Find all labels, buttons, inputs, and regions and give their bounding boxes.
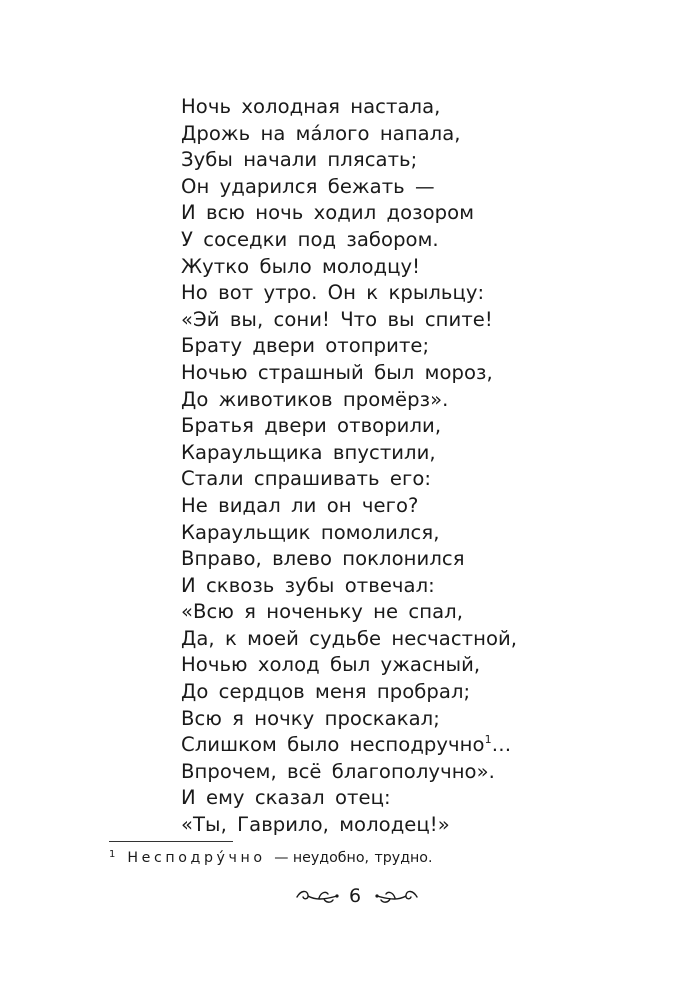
footnote-term: Несподру́чно <box>127 850 266 866</box>
poem-line: Но вот утро. Он к крыльцу: <box>181 281 485 305</box>
poem-line: Братья двери отворили, <box>181 414 442 438</box>
poem-line: «Ты, Гаврило, молодец!» <box>181 813 450 837</box>
poem-line: Жутко было молодцу! <box>181 254 421 278</box>
page-number: 6 <box>348 885 362 907</box>
footnote-reference: 1 <box>484 733 492 747</box>
poem-line: И всю ночь ходил дозором <box>181 201 475 225</box>
poem-line: И ему сказал отец: <box>181 786 391 810</box>
poem-line: Ночью холод был ужасный, <box>181 653 481 677</box>
poem-line: До животиков промёрз». <box>181 387 449 411</box>
poem-line: Караульщик помолился, <box>181 520 440 544</box>
footnote-divider <box>109 841 233 842</box>
poem-line: До сердцов меня пробрал; <box>181 680 471 704</box>
poem-line: «Эй вы, сони! Что вы спите! <box>181 307 493 331</box>
poem-text <box>181 94 661 839</box>
poem-line: Караульщика впустили, <box>181 440 436 464</box>
flourish-ornament-icon <box>295 886 339 906</box>
poem-line: Стали спрашивать его: <box>181 467 432 491</box>
poem-line: Не видал ли он чего? <box>181 493 419 517</box>
poem-line-text: Слишком было несподручно <box>181 733 485 757</box>
poem-line: Зубы начали плясать; <box>181 148 418 172</box>
footnote-definition: неудобно, трудно. <box>292 850 433 866</box>
poem-line: Вправо, влево поклонился <box>181 547 465 571</box>
poem-line: Ночью страшный был мороз, <box>181 360 493 384</box>
page-footer <box>0 884 681 910</box>
poem-line: Он ударился бежать — <box>181 174 435 198</box>
poem-line: У соседки под забором. <box>181 227 439 251</box>
poem-line: Дрожь на ма́лого напала, <box>181 121 461 145</box>
footnote <box>109 846 432 867</box>
poem-line: Всю я ночку проскакал; <box>181 706 440 730</box>
poem-line: «Всю я ноченьку не спал, <box>181 600 464 624</box>
footnote-dash: — <box>274 850 289 866</box>
poem-line: Да, к моей судьбе несчастной, <box>181 626 518 650</box>
poem-line: И сквозь зубы отвечал: <box>181 573 435 597</box>
poem-line-with-footnote <box>181 732 661 759</box>
flourish-ornament-icon <box>375 886 419 906</box>
ellipsis: … <box>491 733 512 757</box>
poem-line: Ночь холодная настала, <box>181 95 441 118</box>
poem-line: Брату двери отоприте; <box>181 334 430 358</box>
poem-line: Впрочем, всё благополучно». <box>181 759 495 783</box>
footnote-marker: 1 <box>109 849 116 860</box>
